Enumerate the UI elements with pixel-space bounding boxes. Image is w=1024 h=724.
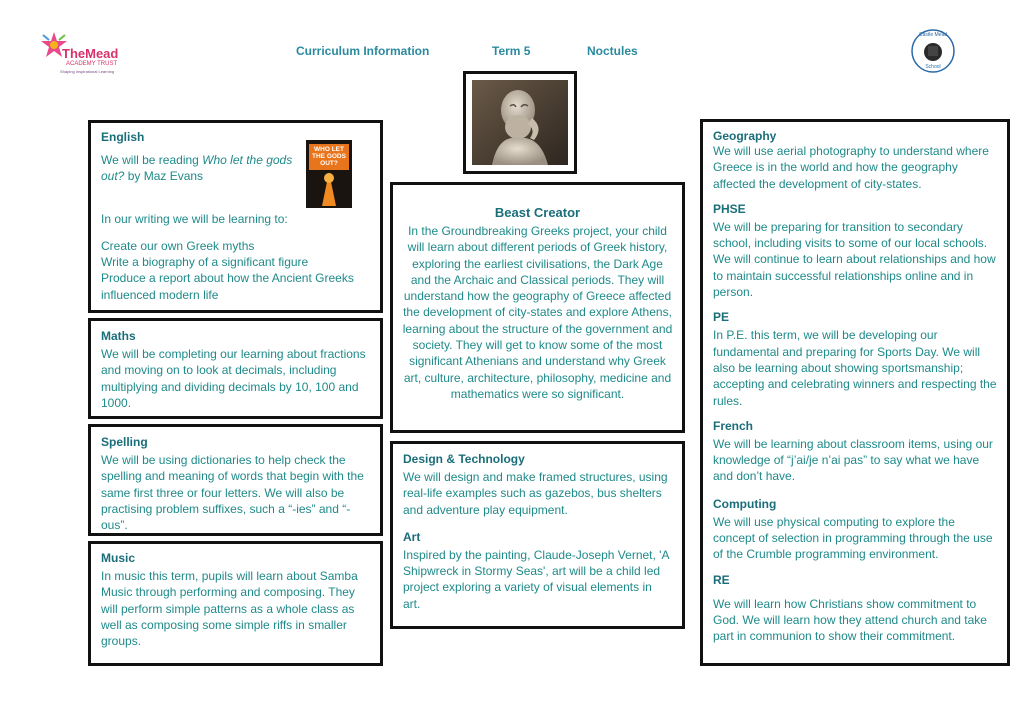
music-section: [88, 541, 383, 666]
music-text: In music this term, pupils will learn about Samba Music through performing and composing. They will perform simple patterns as a whole class as well as composing some simple riffs in smaller groups.: [101, 569, 358, 649]
logo-subtitle: ACADEMY TRUST: [66, 61, 118, 67]
dt-art-section: [390, 441, 685, 629]
writing-intro: In our writing we will be learning to:: [101, 211, 288, 226]
spelling-heading: Spelling: [101, 435, 148, 449]
computing-text: We will use physical computing to explore the concept of selection in programming through the use of the Crumble programming environment.: [713, 514, 993, 562]
french-heading: French: [713, 418, 754, 433]
geography-heading: Geography: [713, 129, 777, 143]
writing-item-1: Create our own Greek myths: [101, 238, 255, 253]
art-text: Inspired by the painting, Claude-Joseph Vernet, 'A Shipwreck in Stormy Seas', art will be a child led project exploring a variety of visual elements in art.: [403, 547, 669, 611]
music-heading: Music: [101, 551, 136, 565]
book-cover-image: [306, 140, 352, 208]
reading-suffix: by Maz Evans: [124, 169, 204, 184]
computing-heading: Computing: [713, 496, 777, 511]
writing-item-2: Write a biography of a significant figure: [101, 255, 309, 270]
phse-heading: PHSE: [713, 201, 746, 216]
art-heading: Art: [403, 529, 421, 544]
logo-bottom-text: School: [925, 64, 941, 70]
reading-prefix: We will be reading: [101, 153, 203, 167]
castle-mead-school-logo: [910, 28, 956, 74]
mead-academy-logo: [40, 30, 150, 80]
english-heading: English: [101, 130, 145, 144]
right-subjects-section: [700, 119, 1010, 666]
geography-text: We will use aerial photography to understand where Greece is in the world and how the geography affected the development of city-states.: [713, 144, 989, 191]
logo-tagline: Shaping Inspirational Learning: [60, 69, 115, 74]
french-text: We will be learning about classroom items, using our knowledge of “j’ai/je n’ai pas” to say what we have and don’t have.: [713, 436, 993, 484]
re-text: We will learn how Christians show commitment to God. We will learn how they attend church and take part in communion to show their commitment.: [713, 596, 987, 644]
logo-top-text: Castle Mead: [918, 32, 948, 38]
spelling-text: We will be using dictionaries to help check the spelling and meaning of words that begin with the same first three or four letters. We will also be practising problem suffixes, such a “-ies” and “-ous”.: [101, 453, 364, 533]
dt-heading: Design & Technology: [403, 452, 525, 466]
book-cover-text: WHO LET THE GODS OUT?: [312, 146, 346, 167]
maths-heading: Maths: [101, 329, 136, 343]
phse-text: We will be preparing for transition to secondary school, including visits to some of our local schools. We will continue to learn about relationships and how to maintain successful relationships online and in person.: [713, 219, 996, 300]
maths-text: We will be completing our learning about fractions and moving on to look at decimals, including multiplying and dividing decimals by 10, 100 and 1000.: [101, 347, 366, 410]
pe-heading: PE: [713, 310, 730, 325]
pe-text: In P.E. this term, we will be developing our fundamental and preparing for Sports Day. We will also be learning about showing sportsmanship; accepting and celebrating winners and respecting the rules.: [713, 328, 997, 408]
writing-item-3: Produce a report about how the Ancient Greeks influenced modern life: [101, 271, 354, 302]
beast-heading: Beast Creator: [494, 205, 581, 220]
maths-section: [88, 318, 383, 419]
beast-creator-section: [390, 182, 685, 433]
logo-title: TheMead: [62, 46, 119, 61]
greek-statue-icon: [472, 80, 568, 165]
dt-text: We will design and make framed structures, using real-life examples such as gazebos, bus shelters and adventure play equipment.: [403, 470, 668, 517]
english-reading: [101, 152, 301, 185]
book-title: Who let the gods out?: [101, 153, 293, 184]
spelling-section: [88, 424, 383, 536]
class-name: Noctules: [587, 44, 638, 58]
statue-image: [463, 71, 577, 174]
term-label: Term 5: [492, 44, 531, 58]
re-heading: RE: [713, 572, 730, 587]
page-title: Curriculum Information: [296, 44, 430, 58]
beast-text: In the Groundbreaking Greeks project, your child will learn about different periods of Greek history, exploring the earliest civilisations, the Dark Age and the Archaic and Classical periods. They will understand how the geography of Greece affected the development of city-states and explore Athens, learning about the structure of the government and society. They will get to know some of the most significant Athenians and understand why Greek art, culture, architecture, philosophy, medicine and mathematics were so significant.: [402, 224, 673, 401]
